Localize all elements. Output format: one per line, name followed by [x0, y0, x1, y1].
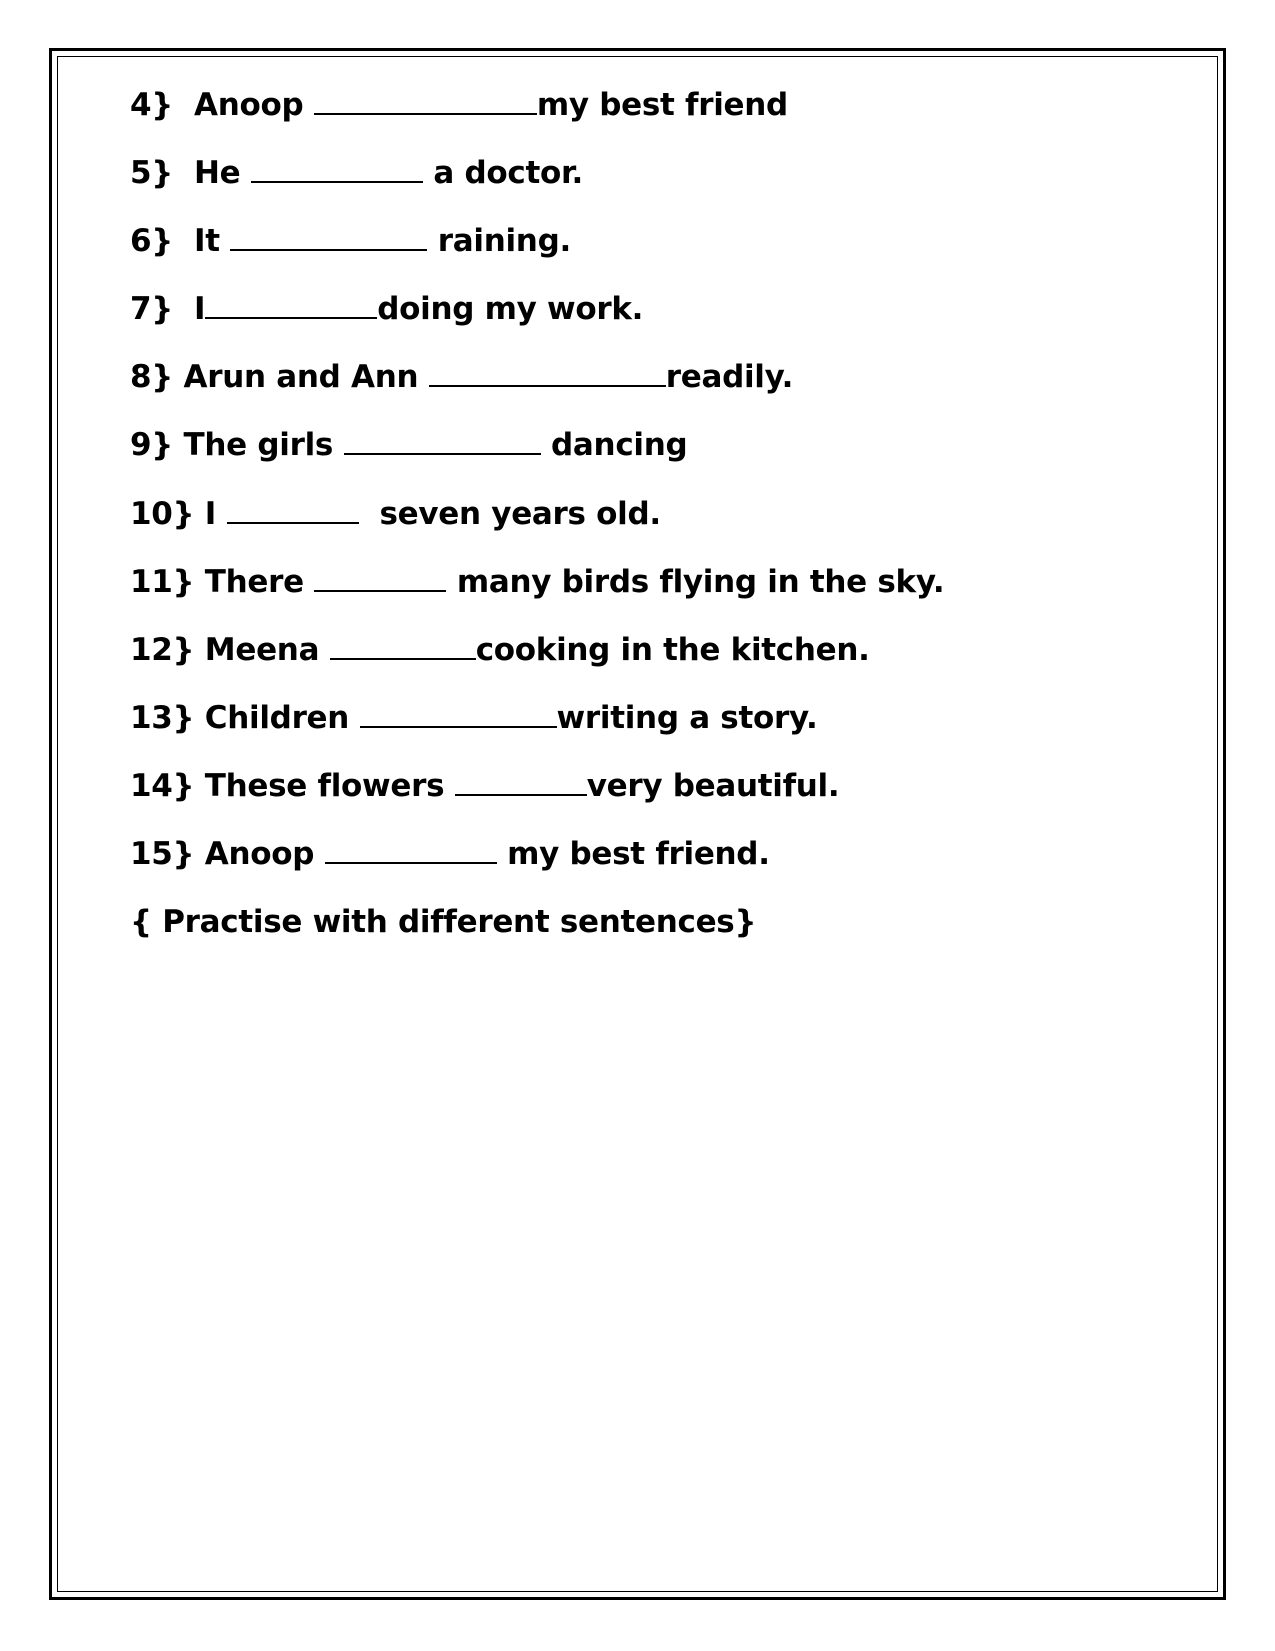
question-8	[130, 358, 793, 396]
answer-blank-7[interactable]	[205, 291, 377, 319]
question-15-prefix: 15} Anoop	[130, 836, 325, 872]
question-9	[130, 426, 687, 464]
practice-note: { Practise with different sentences}	[130, 904, 757, 940]
question-10-suffix: seven years old.	[358, 496, 661, 532]
question-13-prefix: 13} Children	[130, 700, 360, 736]
question-9-prefix: 9} The girls	[130, 427, 344, 463]
question-11-prefix: 11} There	[130, 564, 315, 600]
question-13	[130, 699, 818, 737]
answer-blank-15[interactable]	[325, 836, 497, 864]
question-15	[130, 835, 770, 873]
question-8-suffix: readily.	[665, 359, 794, 395]
question-12-suffix: cooking in the kitchen.	[475, 632, 870, 668]
question-8-prefix: 8} Arun and Ann	[130, 359, 429, 395]
question-5-suffix: a doctor.	[422, 155, 584, 191]
question-4-prefix: 4} Anoop	[130, 87, 314, 123]
page-border-inner	[57, 56, 1218, 1592]
page-border	[49, 48, 1226, 1600]
question-7-prefix: 7} I	[130, 291, 206, 327]
question-6-suffix: raining.	[427, 223, 571, 259]
question-6	[130, 222, 571, 260]
question-6-prefix: 6} It	[130, 223, 231, 259]
question-4-suffix: my best friend	[536, 87, 788, 123]
question-14-suffix: very beautiful.	[586, 768, 840, 804]
answer-blank-11[interactable]	[314, 564, 446, 592]
answer-blank-6[interactable]	[230, 223, 427, 251]
question-12	[130, 631, 870, 669]
question-10-prefix: 10} I	[130, 496, 227, 532]
question-9-suffix: dancing	[540, 427, 688, 463]
answer-blank-9[interactable]	[344, 427, 541, 455]
question-5	[130, 154, 583, 192]
question-11	[130, 563, 944, 601]
question-11-suffix: many birds flying in the sky.	[446, 564, 945, 600]
question-7-suffix: doing my work.	[377, 291, 644, 327]
answer-blank-12[interactable]	[330, 632, 476, 660]
answer-blank-13[interactable]	[360, 700, 557, 728]
answer-blank-10[interactable]	[227, 496, 359, 524]
answer-blank-8[interactable]	[429, 359, 666, 387]
question-7	[130, 290, 643, 328]
question-13-suffix: writing a story.	[556, 700, 818, 736]
question-14	[130, 767, 839, 805]
question-14-prefix: 14} These flowers	[130, 768, 455, 804]
answer-blank-5[interactable]	[251, 155, 423, 183]
question-10	[130, 495, 661, 533]
answer-blank-4[interactable]	[314, 87, 537, 115]
question-12-prefix: 12} Meena	[130, 632, 330, 668]
answer-blank-14[interactable]	[455, 768, 587, 796]
question-15-suffix: my best friend.	[496, 836, 770, 872]
question-5-prefix: 5} He	[130, 155, 251, 191]
question-4	[130, 86, 788, 124]
